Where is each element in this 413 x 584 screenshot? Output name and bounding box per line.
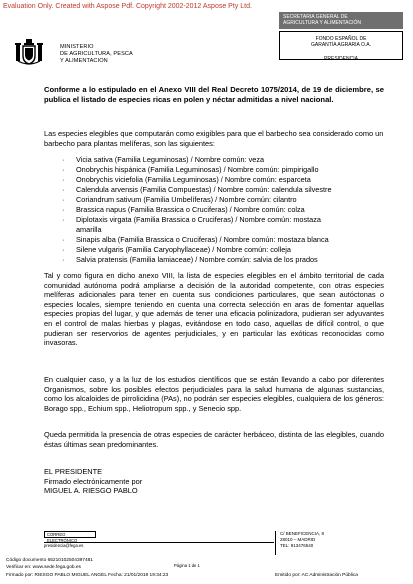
address-block: C/ BENEFICENCIA, 8 28010 – MADRID TEL: 913476540 bbox=[275, 531, 359, 555]
list-item: · Brassica napus (Familia Brassica o Cruciferas) / Nombre común: colza bbox=[62, 204, 305, 214]
issued-by: Emitido por: AC Administración Pública bbox=[275, 573, 358, 578]
annex-paragraph: Tal y como figura en dicho anexo VIII, la lista de especies elegibles en el ámbito territorial de cada comunidad autónoma podrá ampliarse a decisión de la autoridad competente, con otras especies melíferas adicionales para tener en cuenta sus condiciones particulares, que sean autóctonas o especies locales, siempre teniendo en cuenta una correcta selección en aras de fomentar aquellas especies propias del lugar, y que además de tener una eficacia polinizadora, pudieran ser adyuvantes en el control de malas hierbas y plagas, evitándose en todo caso, aquellas de difícil control, o que pudieran ser reservorios de agentes perjudiciales, y en particular las exóticas reconocidas como invasoras. bbox=[44, 271, 384, 348]
signature-method: Firmado electrónicamente por bbox=[44, 476, 143, 486]
verification-url[interactable]: Verificar en: www.sede.fega.gob.es bbox=[6, 565, 81, 570]
signature-block bbox=[44, 467, 142, 496]
list-item: · Coriandrum sativum (Familia Umbelíferas) / Nombre común: cilantro bbox=[62, 194, 297, 204]
document-code: Código documento 65210102504397481 bbox=[6, 558, 93, 563]
page-number: Página 1 de 1 bbox=[174, 563, 200, 568]
species-intro-paragraph: Las especies elegibles que computarán como exigibles para que el barbecho sea considerado como un barbecho para plantas melíferas, son las siguientes: bbox=[44, 129, 384, 148]
presidencia-label: PRESIDENCIA bbox=[324, 55, 358, 62]
list-item: · Silene vulgaris (Familia Caryophyllaceae) / Nombre común: colleja bbox=[62, 244, 291, 254]
signed-by: Firmado por: RIESGO PABLO MIGUEL ANGEL Fecha: 21/01/2019 19:34:23 bbox=[6, 573, 169, 578]
list-item: · Onobrychis hispánica (Familia Leguminosas) / Nombre común: pimpirigallo bbox=[62, 164, 319, 174]
list-item: · Calendula arvensis (Familia Compuestas) / Nombre común: calendula silvestre bbox=[62, 184, 332, 194]
species-list bbox=[62, 155, 382, 264]
list-item: · Onobrychis viciefolia (Familia Leguminosas) / Nombre común: esparceta bbox=[62, 174, 311, 184]
evaluation-watermark: Evaluation Only. Created with Aspose Pdf. Copyright 2002-2012 Aspose Pty Ltd. bbox=[3, 3, 252, 10]
signature-title: EL PRESIDENTE bbox=[44, 467, 103, 476]
list-item: · Sinapis alba (Familia Brassica o Cruciferas) / Nombre común: mostaza blanca bbox=[62, 234, 329, 244]
email-address[interactable]: presidencia@fega.es bbox=[44, 543, 84, 548]
herbaceous-paragraph: Queda permitida la presencia de otras especies de carácter herbáceo, distinta de las elegibles, cuando éstas últimas sean predominantes. bbox=[44, 430, 384, 449]
studies-paragraph: En cualquier caso, y a la luz de los estudios científicos que se están llevando a cabo por diferentes Organismos, sobre los posibles efectos perjudiciales para la salud humana de algunas sustancias, como los alcaloides de pirrolicidina (PAs), no podrán ser especies elegibles, cualquiera de los géneros: Borago spp., Echium spp., Heliotropum spp., y Senecio spp. bbox=[44, 375, 384, 413]
intro-paragraph: Conforme a lo estipulado en el Anexo VIII del Real Decreto 1075/2014, de 19 de diciembre, se publica el listado de especies ricas en polen y néctar admitidas a nivel nacional. bbox=[44, 85, 384, 104]
coat-of-arms-icon bbox=[14, 38, 44, 68]
list-item: · Vicia sativa (Familia Leguminosas) / Nombre común: veza bbox=[62, 155, 265, 164]
signature-name: MIGUEL A. RIESGO PABLO bbox=[44, 486, 138, 496]
ministry-name: MINISTERIO DE AGRICULTURA, PESCA Y ALIMENTACION bbox=[60, 44, 133, 64]
list-item: · Salvia pratensis (Familia lamiaceae) / Nombre común: salvia de los prados bbox=[62, 254, 318, 264]
secretaria-box: SECRETARIA GENERAL DE AGRICULTURA Y ALIMENTACIÓN bbox=[279, 12, 403, 29]
fega-box: FONDO ESPAÑOL DE GARANTÍA AGRARIA O.A. PRESIDENCIA bbox=[279, 31, 403, 60]
list-item: · Diplotaxis virgata (Familia Brassica o Cruciferas) / Nombre común: mostaza amarilla bbox=[62, 214, 321, 234]
email-label-box: CORREO ELECTRÓNICO bbox=[44, 531, 96, 538]
